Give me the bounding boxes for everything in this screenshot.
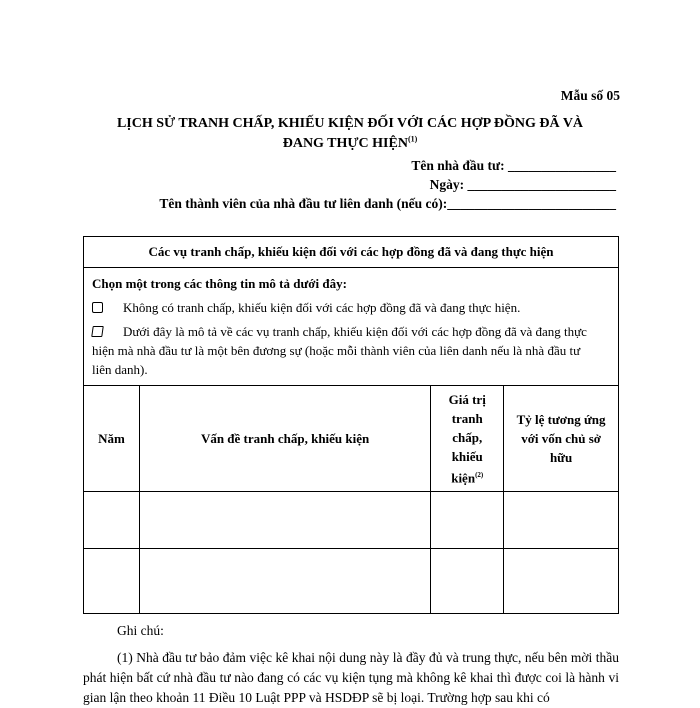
title-line-2: ĐANG THỰC HIỆN$^{(1)}$ [282,134,418,151]
choose-label: Chọn một trong các thông tin mô tả dưới đây: [92,276,347,291]
table-cell[interactable] [84,549,140,614]
checkbox-icon[interactable] [92,302,103,313]
option-has-dispute[interactable]: Dưới đây là mô tả về các vụ tranh chấp, khiếu kiện đối với các hợp đồng đã và đang thực hiện mà nhà đầu tư là một bên đương sự (hoặc mỗi thành viên của liên danh nếu là nhà đầu tư liên danh). [92,324,587,377]
table-row [84,549,619,614]
title-line-1: LỊCH SỬ TRANH CHẤP, KHIẾU KIỆN ĐỐI VỚI CÁC HỢP ĐỒNG ĐÃ VÀ [116,116,584,131]
dispute-table [83,236,619,614]
column-value: Giá trị tranh chấp, khiếu kiện$^{(2)}$ [431,386,504,492]
table-cell[interactable] [504,492,619,549]
table-cell[interactable] [431,492,504,549]
note-1: (1) Nhà đầu tư bảo đảm việc kê khai nội dung này là đầy đủ và trung thực, nếu bên mời thầu phát hiện bất cứ nhà đầu tư nào đang có các vụ kiện tụng mà không kê khai thì được coi là hành vi gian lận theo khoản 11 Điều 10 Luật PPP và HSDĐP sẽ bị loại. Trường hợp sau khi có [83,650,619,705]
date-field: Ngày: ______________________ [429,177,616,192]
table-cell[interactable] [84,492,140,549]
table-cell[interactable] [139,549,430,614]
notes-label: Ghi chú: [117,623,164,638]
table-row [84,492,619,549]
document-title [80,114,620,154]
column-issue: Vấn đề tranh chấp, khiếu kiện [139,386,430,492]
column-ratio: Tỷ lệ tương ứng với vốn chủ sở hữu [504,386,619,492]
checkbox-icon[interactable] [91,326,104,337]
value-footnote-ref: (2) [475,470,484,479]
column-year: Năm [84,386,140,492]
title-footnote-ref: (1) [407,134,418,144]
table-cell[interactable] [504,549,619,614]
member-name-field: Tên thành viên của nhà đầu tư liên danh (nếu có):_________________________ [159,196,616,211]
form-code: Mẫu số 05 [560,88,620,103]
table-cell[interactable] [431,549,504,614]
table-header: Các vụ tranh chấp, khiếu kiện đối với các hợp đồng đã và đang thực hiện [84,237,619,268]
investor-name-field: Tên nhà đầu tư: ________________ [411,158,616,173]
option-no-dispute[interactable]: Không có tranh chấp, khiếu kiện đối với các hợp đồng đã và đang thực hiện. [92,298,610,317]
table-cell[interactable] [139,492,430,549]
options-cell [84,268,619,386]
